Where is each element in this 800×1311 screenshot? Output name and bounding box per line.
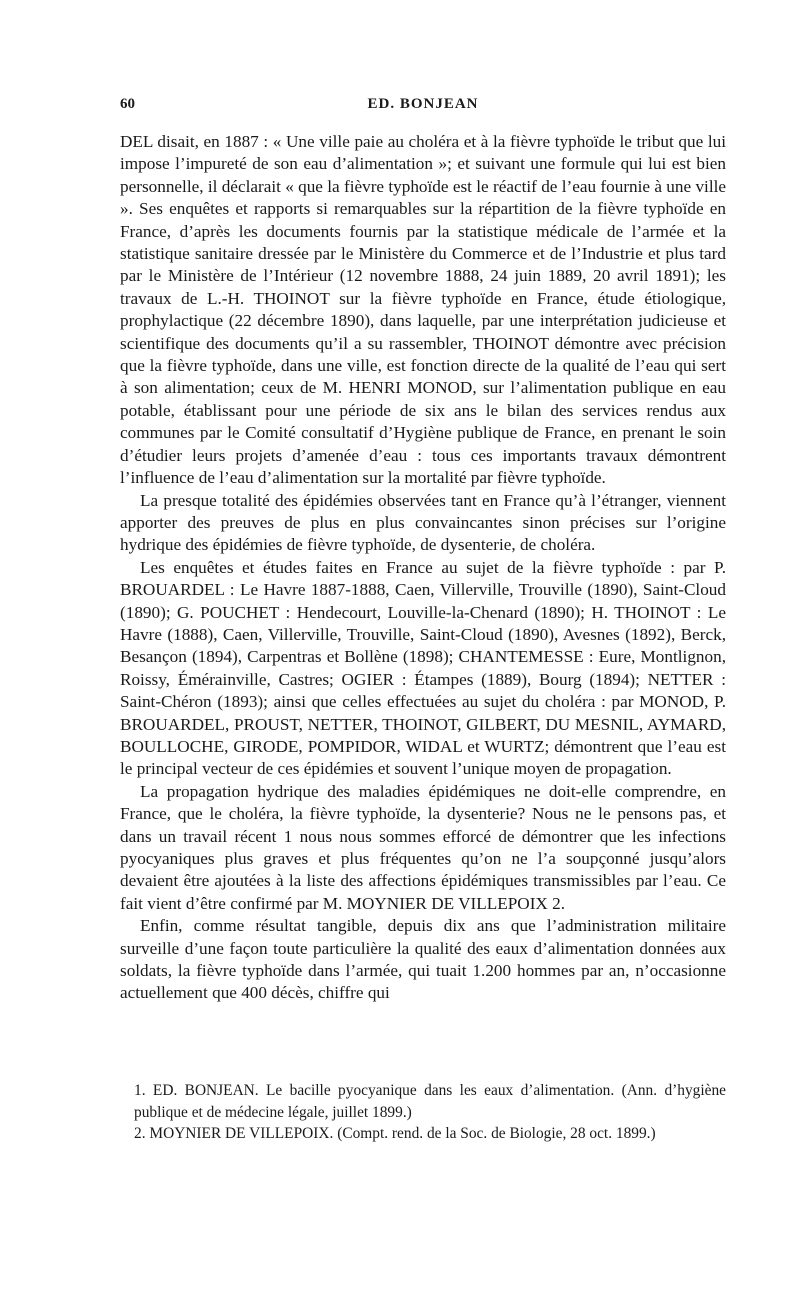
paragraph: Enfin, comme résultat tangible, depuis dix ans que l’administration militaire surveille d’une façon toute particulière la qualité des eaux d’alimentation données aux soldats, la fièvre typhoïde dans l’armée, qui tuait 1.200 hommes par an, n’occasionne actuellement que 400 décès, chiffre qui	[120, 916, 726, 1003]
footnote: 1. ED. BONJEAN. Le bacille pyocyanique dans les eaux d’alimentation. (Ann. d’hygiène publique et de médecine légale, juillet 1899.)	[134, 1082, 726, 1121]
body-text	[120, 131, 726, 1005]
page-header	[120, 96, 726, 120]
footnotes	[120, 1080, 726, 1145]
paragraph: Les enquêtes et études faites en France au sujet de la fièvre typhoïde : par P. BROUARDEL : Le Havre 1887-1888, Caen, Villerville, Trouville (1890), Saint-Cloud (1890); G. POUCHET : Hendecourt, Louville-la-Chenard (1890); H. THOINOT : Le Havre (1888), Caen, Villerville, Trouville, Saint-Cloud (1890), Avesnes (1892), Berck, Besançon (1894), Carpentras et Bollène (1898); CHANTEMESSE : Eure, Montlignon, Roissy, Émérainville, Castres; OGIER : Étampes (1889), Bourg (1894); NETTER : Saint-Chéron (1893); ainsi que celles effectuées au sujet du choléra : par MONOD, P. BROUARDEL, PROUST, NETTER, THOINOT, GILBERT, DU MESNIL, AYMARD, BOULLOCHE, GIRODE, POMPIDOR, WIDAL et WURTZ; démontrent que l’eau est le principal vecteur de ces épidémies et souvent l’unique moyen de propagation.	[120, 557, 726, 779]
paragraph: La propagation hydrique des maladies épidémiques ne doit-elle comprendre, en France, que le choléra, la fièvre typhoïde, la dysenterie? Nous ne le pensons pas, et dans un travail récent 1 nous nous sommes efforcé de démontrer que les infections pyocyaniques plus graves et plus fréquentes qu’on ne l’a soupçonné jusqu’alors devaient être ajoutées à la liste des affections épidémiques transmissibles par l’eau. Ce fait vient d’être confirmé par M. MOYNIER DE VILLEPOIX 2.	[120, 781, 726, 913]
page-number: 60	[120, 96, 135, 112]
footnote: 2. MOYNIER DE VILLEPOIX. (Compt. rend. de la Soc. de Biologie, 28 oct. 1899.)	[134, 1125, 656, 1142]
paragraph: La presque totalité des épidémies observées tant en France qu’à l’étranger, viennent apporter des preuves de plus en plus convaincantes sinon précises sur l’origine hydrique des épidémies de fièvre typhoïde, de dysenterie, de choléra.	[120, 490, 726, 555]
paragraph: DEL disait, en 1887 : « Une ville paie au choléra et à la fièvre typhoïde le tribut que lui impose l’impureté de son eau d’alimentation »; et suivant une formule qui lui est bien personnelle, il déclarait « que la fièvre typhoïde est le réactif de l’eau fournie à une ville ». Ses enquêtes et rapports si remarquables sur la répartition de la fièvre typhoïde en France, d’après les documents fournis par la statistique médicale de l’armée et la statistique sanitaire dressée par le Ministère du Commerce et de l’Industrie et plus tard par le Ministère de l’Intérieur (12 novembre 1888, 24 juin 1889, 20 avril 1891); les travaux de L.-H. THOINOT sur la fièvre typhoïde en France, étude étiologique, prophylactique (22 décembre 1890), dans laquelle, par une interprétation judicieuse et scientifique des documents qu’il a su rassembler, THOINOT démontre avec précision que la fièvre typhoïde, dans une ville, est fonction directe de la qualité de l’eau qui sert à son alimentation; ceux de M. HENRI MONOD, sur l’alimentation publique en eau potable, établissant pour une période de six ans le bilan des services rendus aux communes par le Comité consultatif d’Hygiène publique de France, en prenant le soin d’étudier leurs projets d’amenée d’eau : tous ces importants travaux démontrent l’influence de l’eau d’alimentation sur la mortalité par fièvre typhoïde.	[120, 132, 726, 488]
running-head: ED. BONJEAN	[367, 96, 479, 112]
